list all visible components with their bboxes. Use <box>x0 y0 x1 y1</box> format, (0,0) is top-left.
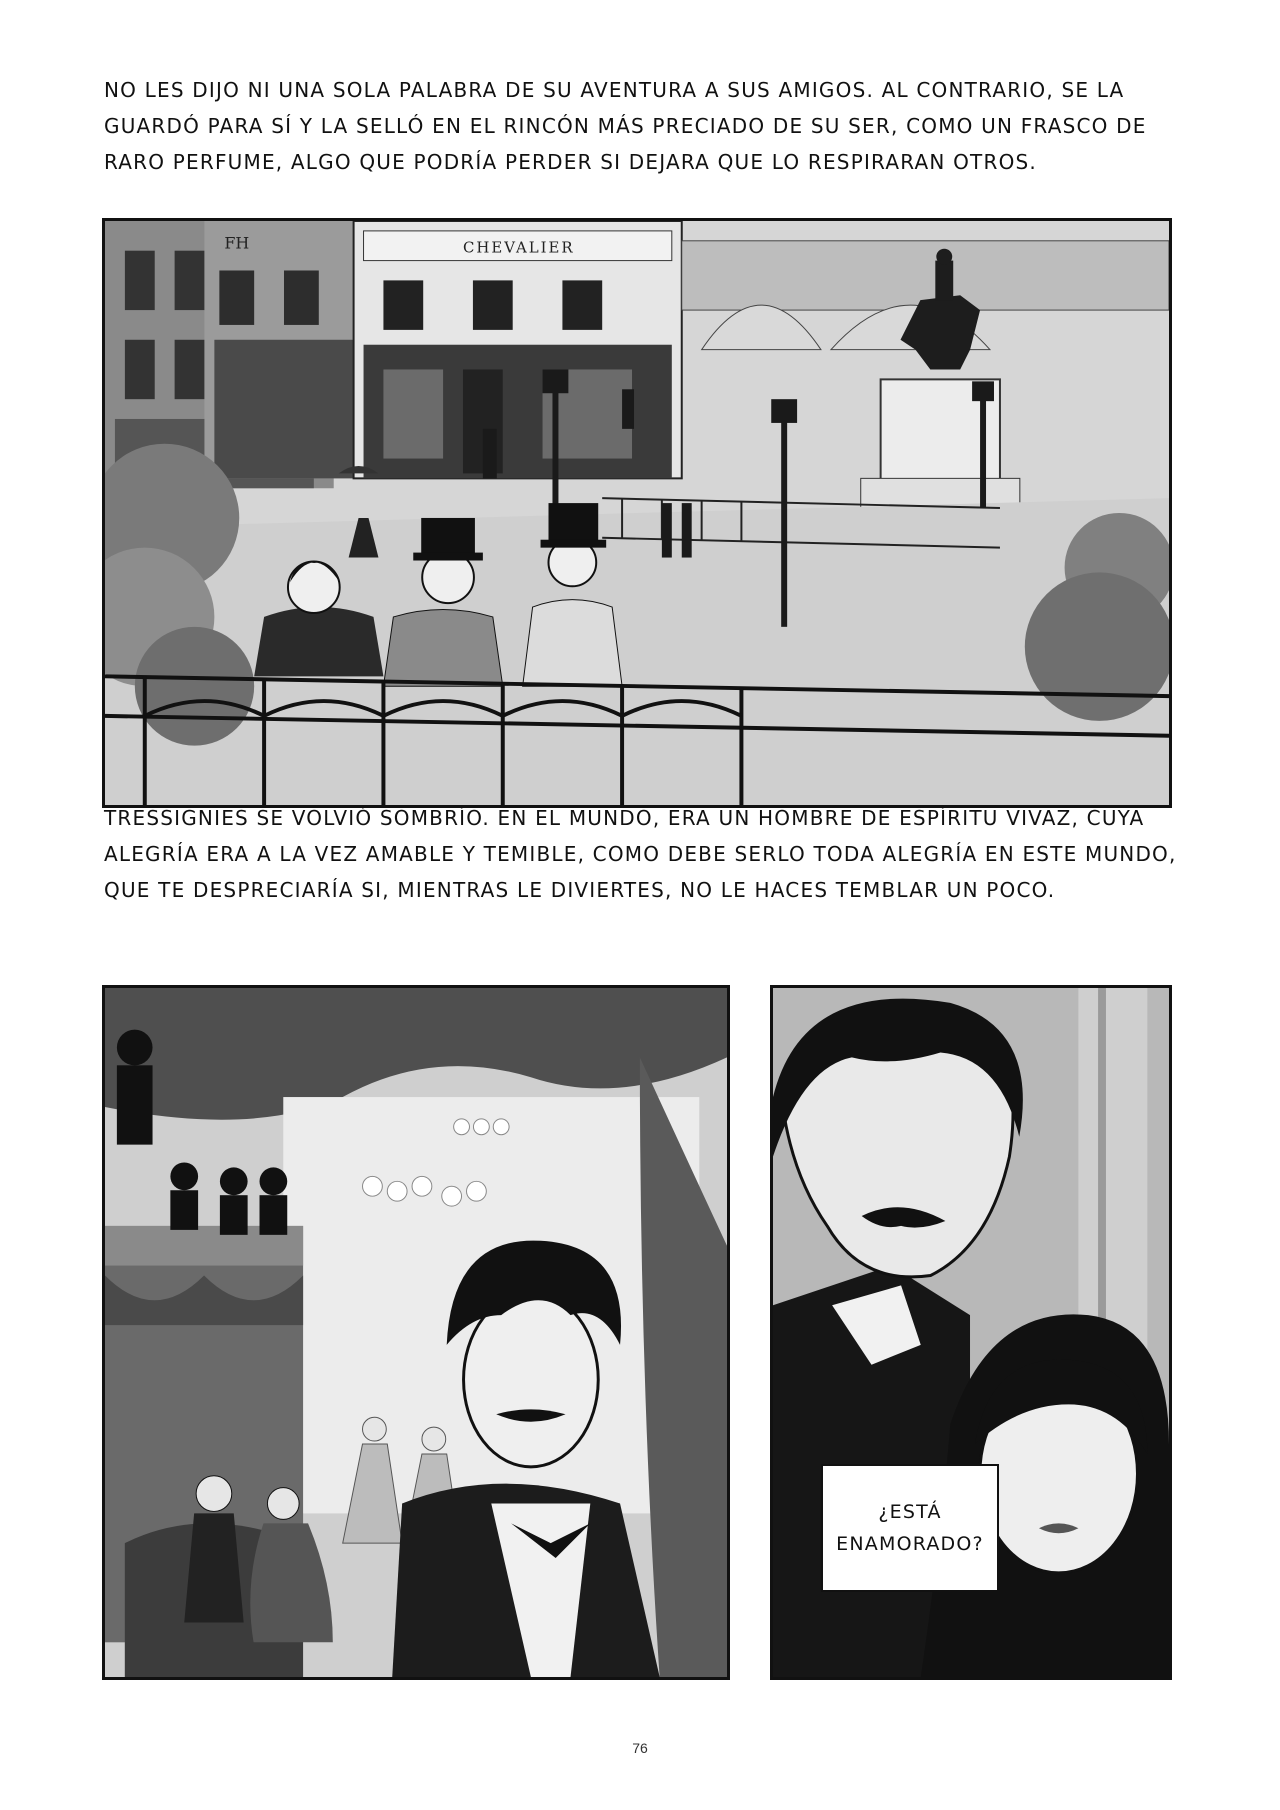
caption-middle-line: QUE TE DESPRECIARÍA SI, MIENTRAS LE DIVIERTES, NO LE HACES TEMBLAR UN POCO. <box>104 878 1056 902</box>
ballroom-illustration <box>105 988 727 1677</box>
panel-street-scene <box>102 218 1172 808</box>
caption-box-line: ENAMORADO? <box>836 1533 984 1555</box>
caption-middle-line: TRESSIGNIES SE VOLVIÓ SOMBRÍO. EN EL MUNDO, ERA UN HOMBRE DE ESPÍRITU VIVAZ, CUYA <box>104 806 1145 830</box>
caption-middle <box>104 800 1177 908</box>
caption-top-line: RARO PERFUME, ALGO QUE PODRÍA PERDER SI DEJARA QUE LO RESPIRARAN OTROS. <box>104 150 1037 174</box>
building-sign: FH <box>224 233 250 253</box>
speech-caption-box <box>821 1464 999 1592</box>
caption-top-line: NO LES DIJO NI UNA SOLA PALABRA DE SU AVENTURA A SUS AMIGOS. AL CONTRARIO, SE LA <box>104 78 1125 102</box>
page-number: 76 <box>632 1740 648 1756</box>
caption-middle-line: ALEGRÍA ERA A LA VEZ AMABLE Y TEMIBLE, COMO DEBE SERLO TODA ALEGRÍA EN ESTE MUNDO, <box>104 842 1177 866</box>
panel-ballroom <box>102 985 730 1680</box>
caption-box-line: ¿ESTÁ <box>878 1501 942 1523</box>
panel-couple <box>770 985 1172 1680</box>
caption-top <box>104 72 1164 180</box>
caption-top-line: GUARDÓ PARA SÍ Y LA SELLÓ EN EL RINCÓN MÁS PRECIADO DE SU SER, COMO UN FRASCO DE <box>104 114 1147 138</box>
street-scene-illustration <box>105 221 1169 805</box>
shop-sign: CHEVALIER <box>462 238 575 257</box>
